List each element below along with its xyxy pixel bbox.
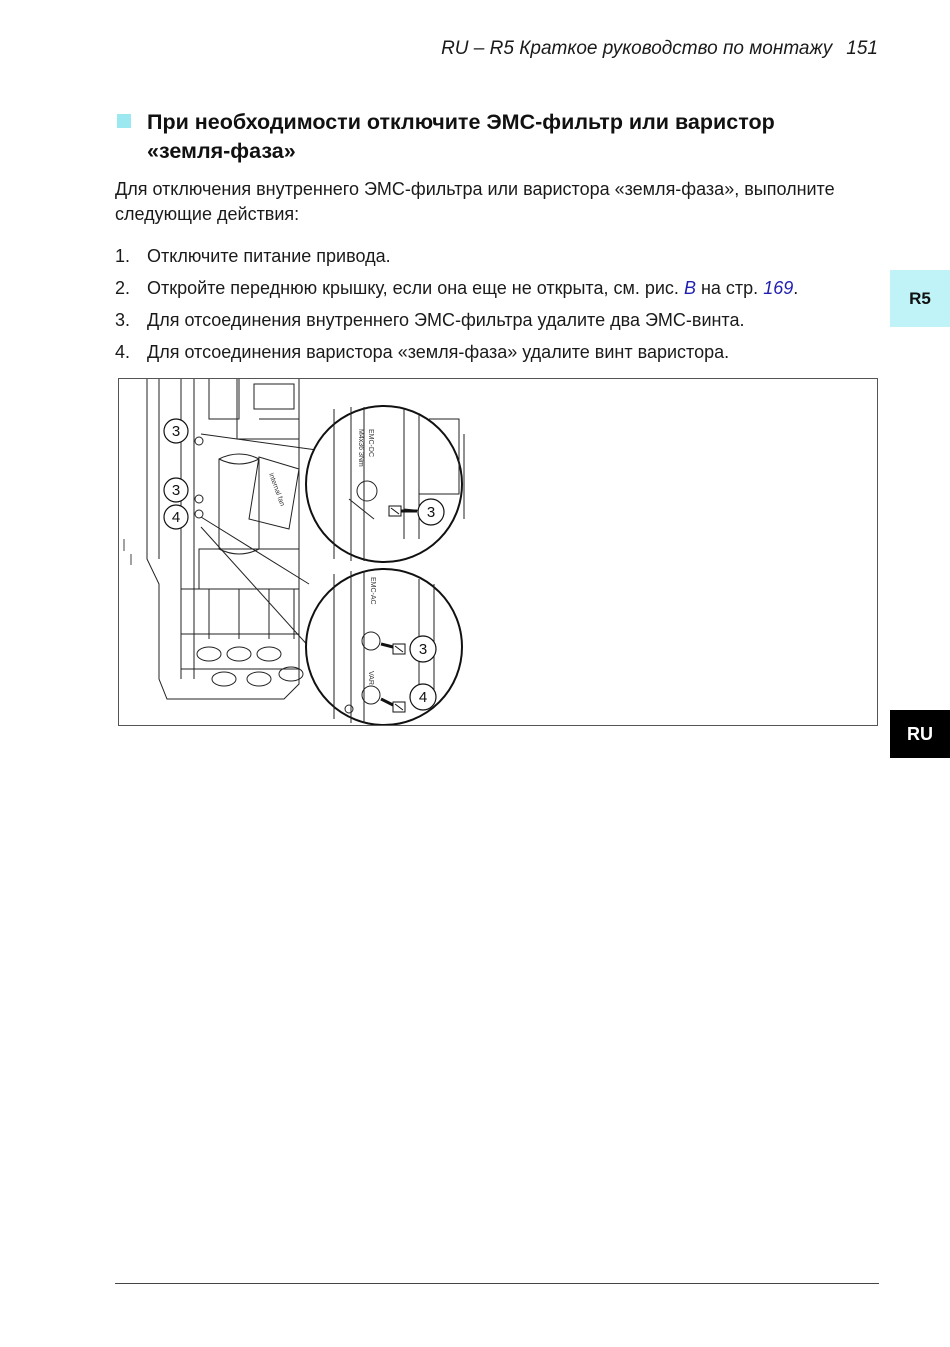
list-item: [115, 304, 885, 336]
step-text-part: .: [793, 278, 799, 298]
step-number: 3.: [115, 310, 131, 330]
list-item: [115, 336, 885, 368]
page-link[interactable]: 169: [763, 278, 794, 298]
section-bullet: [117, 114, 131, 128]
footer-divider: [115, 1283, 879, 1284]
emc-filter-illustration: [118, 378, 878, 726]
running-header: [441, 38, 878, 60]
varistor-label: VAR: [367, 671, 374, 685]
page-number: 151: [846, 38, 878, 59]
callout-main-4: 4: [171, 509, 181, 526]
list-item: [115, 272, 885, 304]
detail-magnifier-emc: [306, 406, 464, 562]
step-number: 1.: [115, 246, 131, 266]
side-tab-r5: R5: [890, 270, 950, 327]
figure-link[interactable]: B: [683, 278, 696, 298]
emc-screw-label: M4x36 3Nm: [357, 429, 364, 467]
emc-ac-label: EMC-AC: [369, 577, 376, 605]
step-text: Отключите питание привода.: [147, 246, 391, 266]
step-number: 2.: [115, 278, 131, 298]
step-text: Для отсоединения внутреннего ЭМС-фильтра удалите два ЭМС-винта.: [147, 310, 745, 330]
step-text-part: Откройте переднюю крышку, если она еще не открыта, см. рис.: [147, 278, 679, 298]
list-item: [115, 240, 885, 272]
detail-magnifier-varistor: [306, 569, 462, 725]
callout-detail1-3: 3: [426, 504, 436, 521]
callout-detail2-3: 3: [418, 641, 428, 658]
emc-dc-label: EMC-DC: [367, 429, 374, 457]
step-text-part: на стр.: [700, 278, 759, 298]
callout-main-3a: 3: [171, 423, 181, 440]
intro-paragraph: Для отключения внутреннего ЭМС-фильтра или варистора «земля-фаза», выполните следующие действия:: [115, 179, 835, 224]
header-title: RU – R5 Краткое руководство по монтажу: [441, 38, 833, 59]
steps-list: [115, 240, 885, 368]
callout-main-3b: 3: [171, 482, 181, 499]
callout-detail2-4: 4: [418, 689, 428, 706]
step-text: Для отсоединения варистора «земля-фаза» удалите винт варистора.: [147, 342, 730, 362]
section-title: При необходимости отключите ЭМС-фильтр или варистор «земля-фаза»: [147, 110, 775, 163]
fan-label: internal fan: [267, 472, 286, 508]
side-tab-ru: RU: [890, 710, 950, 758]
step-text: [147, 272, 798, 304]
step-number: 4.: [115, 342, 131, 362]
illustration-svg: [119, 379, 877, 725]
